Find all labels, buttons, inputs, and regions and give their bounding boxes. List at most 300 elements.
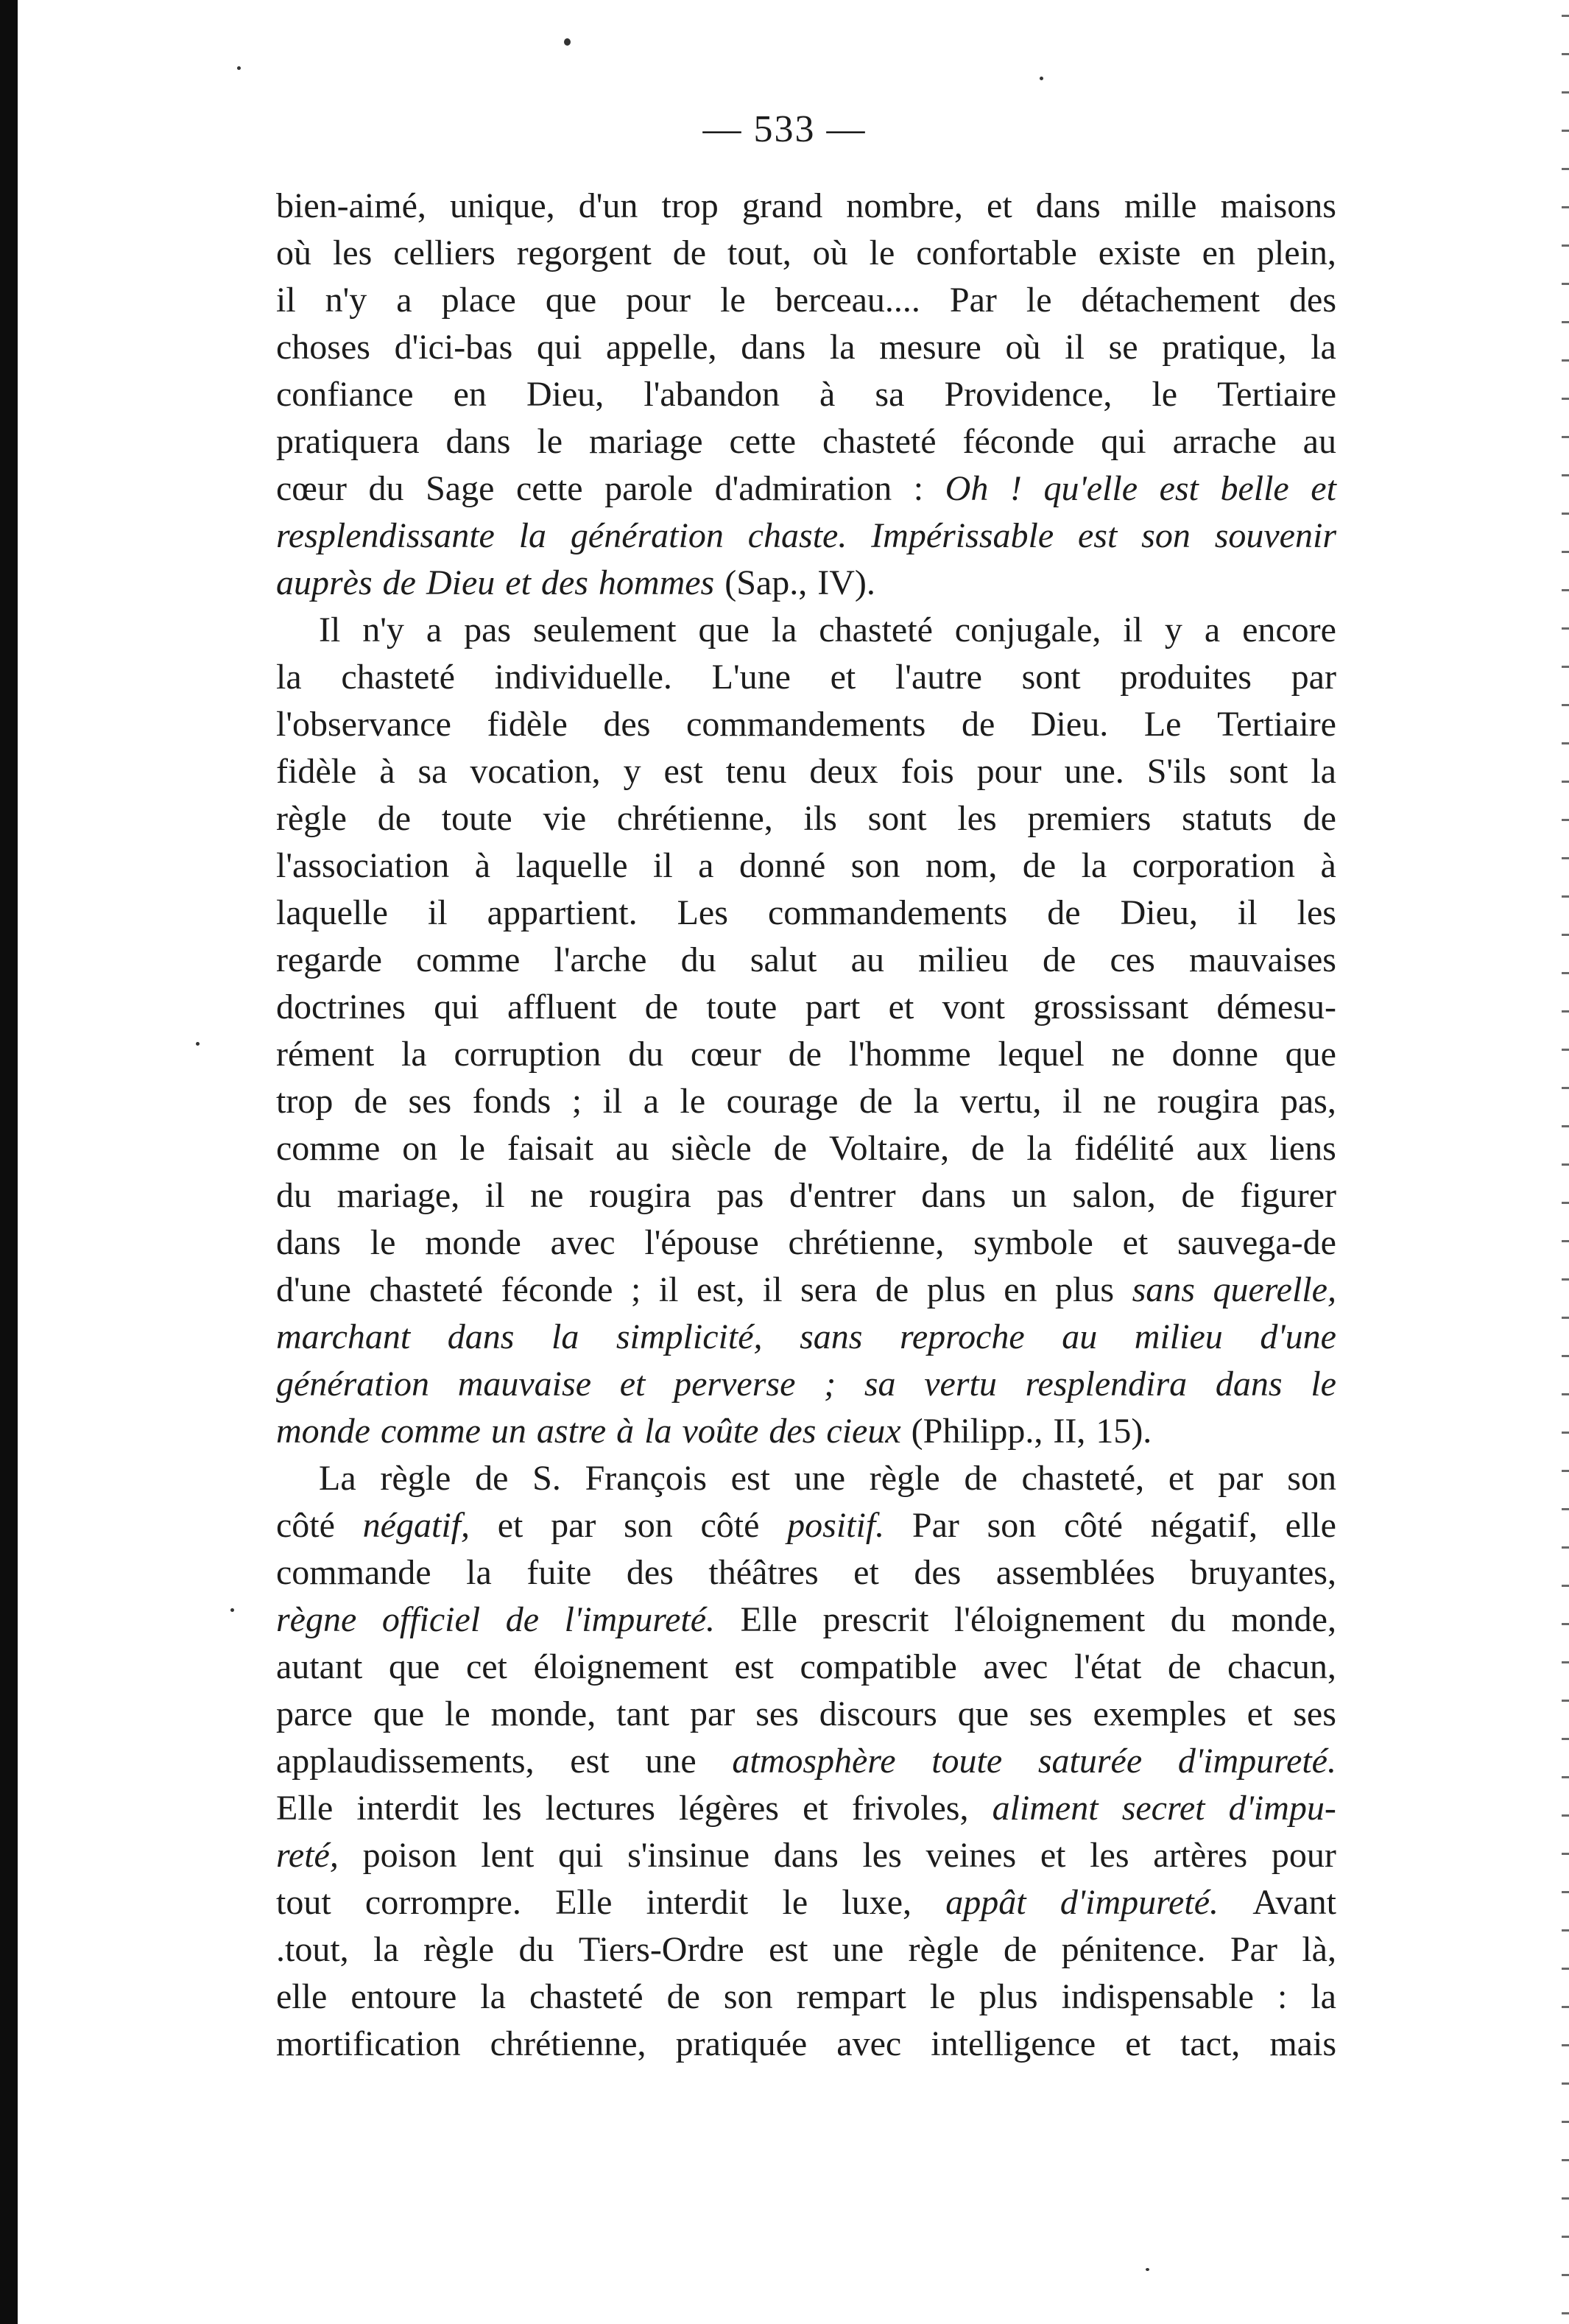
word: dans [1215,1365,1283,1404]
word: rougira [1157,1082,1260,1121]
text-line [276,183,1336,230]
word: aliment [992,1789,1099,1828]
word: et [1168,1459,1194,1498]
word: salon, [1072,1176,1156,1215]
word: avec [836,2024,902,2063]
word: que [957,1694,1009,1733]
word: est [570,1742,610,1781]
word: la [466,1553,492,1592]
word: l'autre [895,658,982,697]
word: Elle [740,1600,797,1639]
word: ; [824,1365,836,1404]
ink-speck [1146,2268,1149,2271]
word: règle [869,1459,940,1498]
word: Elle [276,1789,334,1828]
word: et [987,186,1012,225]
word: chasteté [819,610,933,649]
word: son [624,1506,673,1545]
word: commandements [767,893,1008,932]
word: nombre, [846,186,963,225]
word: a [1204,610,1221,649]
word: maisons [1220,186,1336,225]
word: démesu- [1216,987,1336,1027]
word: parole [604,469,694,508]
word: Tiers-Ordre [578,1930,744,1969]
word: tenu [725,752,787,791]
word: hommes [598,563,715,602]
word: bien-aimé, [276,186,426,225]
word: rougira [589,1176,691,1215]
word: il [602,1082,623,1121]
word: toute [441,799,512,838]
page-number: — 533 — [702,108,867,150]
word: le [720,281,746,320]
word: trop [276,1082,334,1121]
word: comme [416,940,521,979]
text-line [276,701,1336,748]
word: au [616,1129,649,1168]
word: du [680,940,716,979]
text-line [276,560,1336,607]
text-line [276,1832,1336,1879]
word: cet [465,1647,507,1686]
word: sera [800,1270,858,1309]
text-line [276,1691,1336,1738]
word: d'un [578,186,638,225]
word: Tertiaire [1217,375,1336,414]
word: son [1141,516,1191,555]
word: que [1285,1035,1336,1074]
word: la [1311,328,1336,367]
word: son [850,846,900,885]
word: intelligence [931,2024,1096,2063]
word: la [829,328,856,367]
word: est [734,1647,774,1686]
word: une. [1064,752,1124,791]
word: : [913,469,924,508]
word: et [830,658,856,697]
text-line [276,1078,1336,1125]
word: chrétienne, [788,1223,945,1262]
text-line [276,2021,1336,2068]
word: de [1167,1647,1202,1686]
word: au [850,940,884,979]
word: par [551,1506,596,1545]
word: ses [755,1694,799,1733]
word: de [1043,940,1076,979]
word: la [551,1317,579,1356]
word: premiers [1027,799,1152,838]
word: a [396,281,412,320]
word: l'arche [554,940,647,979]
word: lectures [545,1789,655,1828]
word: François [585,1459,707,1498]
word: est, [697,1270,745,1309]
word: fonds [472,1082,551,1121]
word: doctrines [276,987,406,1027]
text-line [276,513,1336,560]
word: chasteté [341,658,455,697]
word: sauvega-de [1177,1223,1336,1262]
word: bruyantes, [1190,1553,1336,1592]
word: plus [926,1270,986,1309]
word: de [875,1270,909,1309]
word: du [518,1930,554,1969]
word: que [698,610,750,649]
word: monde [425,1223,521,1262]
word: la [1081,846,1107,885]
word: auprès [276,563,373,602]
word: officiel [381,1600,481,1639]
text-line [276,1172,1336,1219]
word: siècle [671,1129,752,1168]
word: ne [1111,1035,1145,1074]
word: cœur [690,1035,761,1074]
word: mariage [588,422,703,461]
word: le [537,422,563,461]
text-line [276,1455,1336,1502]
word: la [401,1035,427,1074]
word: de [788,1035,822,1074]
word: est [769,1930,808,1969]
word: vocation, [470,752,601,791]
word: l'homme [848,1035,971,1074]
word: ! [1009,469,1022,508]
word: tact, [1180,2024,1241,2063]
word: où [1005,328,1041,367]
word: au [1062,1317,1098,1356]
word: la [1311,752,1336,791]
word: vertu, [959,1082,1042,1121]
word: toute [931,1742,1003,1781]
word: toute [706,987,778,1027]
word: chasteté, [1021,1459,1145,1498]
word: la [276,658,302,697]
word: place [441,281,516,320]
word: chaste. [747,516,847,555]
word: comme [276,1129,381,1168]
word: monde [276,1412,370,1451]
word: l'état [1074,1647,1142,1686]
word: faisait [507,1129,594,1168]
word: et [1125,2024,1151,2063]
word: l'observance [276,705,451,744]
word: son [1287,1459,1336,1498]
word: les [1297,893,1336,932]
word: de [971,1129,1005,1168]
word: un [1011,1176,1047,1215]
word: dans [445,422,511,461]
word: artères [1153,1836,1248,1875]
word: 15). [1096,1412,1152,1451]
word: resplendissante [276,516,495,555]
word: le [1026,281,1052,320]
word: pratiquera [276,422,420,461]
text-line [276,1125,1336,1172]
text-line [276,1973,1336,2021]
word: secret [1121,1789,1205,1828]
word: appât [945,1883,1026,1922]
word: sa [417,752,448,791]
word: génération [570,516,724,555]
word: elle [276,1977,328,2016]
word: commande [276,1553,431,1592]
text-line [276,1267,1336,1314]
word: est [1077,516,1118,555]
word: n'y [362,610,404,649]
word: encore [1242,610,1336,649]
word: de [1022,846,1057,885]
word: sans [800,1317,863,1356]
word: ses [1293,1694,1336,1733]
word: pratique, [1162,328,1287,367]
word: regorgent [516,233,652,272]
word: Il [319,610,341,649]
word: d'une [1260,1317,1336,1356]
word: trop [661,186,719,225]
text-line [276,1738,1336,1785]
word: Par [912,1506,959,1545]
word: S. [532,1459,561,1498]
word: dans [921,1176,987,1215]
word: statuts [1182,799,1272,838]
word: en [1202,233,1235,272]
word: II, [1053,1412,1086,1451]
word: à [616,1412,635,1451]
word: sa [864,1365,896,1404]
word: sont [1021,658,1081,697]
word: confiance [276,375,414,414]
text-line [276,1408,1336,1455]
word: perverse [674,1365,796,1404]
word: individuelle. [494,658,672,697]
text-line [276,1596,1336,1644]
word: grossissant [1033,987,1189,1027]
text-line [276,607,1336,654]
word: seulement [532,610,677,649]
word: appartient. [487,893,638,932]
word: affluent [507,987,617,1027]
word: rément [276,1035,375,1074]
word: des [603,705,651,744]
word: la [373,1930,399,1969]
word: d'une [276,1270,351,1309]
word: est [663,752,703,791]
word: monde, [1231,1600,1336,1639]
word: se [1108,328,1138,367]
word: du [1170,1600,1206,1639]
word: les [1090,1836,1129,1875]
word: du [276,1176,311,1215]
text-line [276,937,1336,984]
word: de [377,799,411,838]
word: l'éloignement [953,1600,1146,1639]
word: de [353,1082,388,1121]
word: a [426,610,443,649]
word: mariage, [336,1176,460,1215]
word: côté [700,1506,760,1545]
word: ne [530,1176,564,1215]
word: éloignement [533,1647,708,1686]
word: mauvaises [1188,940,1336,979]
word: celliers [393,233,496,272]
word: commandements [686,705,926,744]
word: fidèle [276,752,357,791]
word: Voltaire, [828,1129,950,1168]
word: chacun, [1227,1647,1336,1686]
body-text [276,183,1336,2068]
word: entoure [350,1977,457,2016]
word: mais [1269,2024,1336,2063]
word: confortable [916,233,1077,272]
word: ses [408,1082,452,1121]
word: ils [803,799,837,838]
word: règle [908,1930,979,1969]
page-edge [1562,0,1569,2324]
word: le [680,1082,706,1121]
text-line [276,1314,1336,1361]
word: il [653,846,673,885]
word: choses [276,328,370,367]
word: parce [276,1694,353,1733]
word: berceau.... [775,281,920,320]
word: qui [434,987,479,1027]
word: son [987,1506,1037,1545]
word: le [929,1977,956,2016]
word: chrétienne, [616,799,773,838]
word: l'abandon [644,375,780,414]
word: pratiquée [675,2024,808,2063]
word: Par [1230,1930,1277,1969]
word: Dieu, [1120,893,1198,932]
word: grand [741,186,823,225]
ink-speck [237,66,241,70]
word: pas [716,1176,764,1215]
word: de [1047,893,1081,932]
word: aux [1196,1129,1248,1168]
text-line [276,324,1336,371]
word: la [480,1977,506,2016]
text-line [276,1219,1336,1267]
text-line [276,654,1336,701]
word: rempart [796,1977,906,2016]
word: vont [942,987,1005,1027]
word: dans [741,328,806,367]
word: veines [925,1836,1017,1875]
word: un [490,1412,526,1451]
word: assemblées [995,1553,1155,1592]
word: dans [1035,186,1101,225]
word: donne [1171,1035,1258,1074]
word: il [276,281,296,320]
word: par [1218,1459,1263,1498]
word: fois [900,752,954,791]
word: règle [423,1930,495,1969]
word: avec [550,1223,616,1262]
word: cieux [826,1412,901,1451]
word: de [964,1459,998,1498]
word: Dieu. [1030,705,1109,744]
word: querelle, [1213,1270,1336,1309]
word: le [459,1129,485,1168]
word: laquelle [276,893,388,932]
word: mille [1124,186,1197,225]
word: Le [1143,705,1182,744]
word: légères [679,1789,779,1828]
word: S'ils [1146,752,1207,791]
word: exemples [1093,1694,1227,1733]
word: de [475,1459,509,1498]
word: il [1062,1082,1082,1121]
word: existe [1098,233,1181,272]
word: sont [1229,752,1288,791]
text-line [276,371,1336,418]
word: du [368,469,404,508]
word: vie [543,799,587,838]
word: il [1065,328,1085,367]
text-line [276,1785,1336,1832]
text-line [276,984,1336,1031]
word: le [782,1883,808,1922]
word: conjugale, [954,610,1101,649]
word: cette [515,469,583,508]
word: et [1247,1694,1273,1733]
word: luxe, [842,1883,912,1922]
word: regarde [276,940,382,979]
word: et [803,1789,828,1828]
word: saturée [1037,1742,1143,1781]
word: reproche [899,1317,1025,1356]
word: IV). [817,563,875,602]
word: les [332,233,373,272]
word: que [388,1647,440,1686]
word: que [545,281,597,320]
ink-speck [564,38,571,46]
word: et [1311,469,1336,508]
word: et [619,1365,646,1404]
word: elle [1285,1506,1336,1545]
word: règle [276,799,347,838]
word: et [505,563,531,602]
text-line [276,1502,1336,1549]
word: ses [1029,1694,1073,1733]
word: milieu [918,940,1009,979]
word: de [1181,1176,1215,1215]
word: féconde [962,422,1075,461]
word: de [382,563,416,602]
word: où [276,233,311,272]
word: la [644,1412,672,1451]
word: génération [276,1365,429,1404]
word: chrétienne, [490,2024,646,2063]
text-line [276,795,1336,842]
text-line [276,890,1336,937]
word: plus [979,1977,1038,2016]
word: fidèle [487,705,568,744]
word: corporation [1132,846,1296,885]
word: une [794,1459,846,1498]
word: de [666,1977,700,2016]
word: s'insinue [627,1836,750,1875]
word: mauvaise [457,1365,591,1404]
word: que [373,1694,425,1733]
word: sa [875,375,905,414]
word: et [497,1506,523,1545]
word: : [1277,1977,1288,2016]
word: la [1026,1129,1052,1168]
word: négatif, [362,1506,470,1545]
word: Avant [1252,1883,1336,1922]
